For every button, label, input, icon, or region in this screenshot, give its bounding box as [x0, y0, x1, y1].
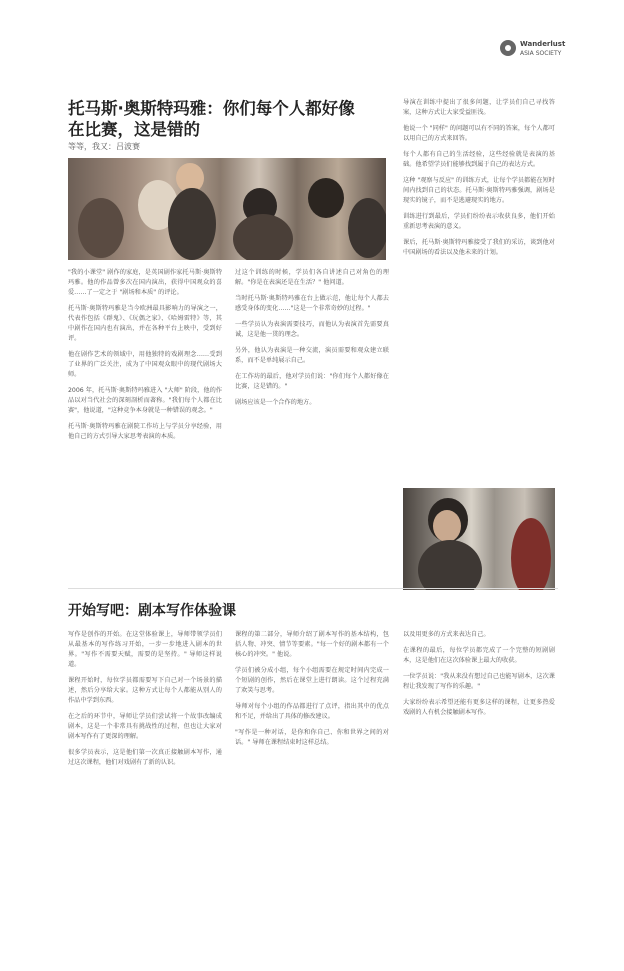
article-column-2 [235, 268, 389, 414]
paragraph: 写作是创作的开始。在这堂体验课上，导师带领学员们从最基本的写作练习开始，一步一步地进入剧本的世界。"写作不需要天赋，需要的是坚持。" 导师这样说道。 [68, 631, 222, 668]
section-column-2 [235, 630, 389, 754]
paragraph: 过这个训练的时候，学员们各自讲述自己对角色的理解。"你是在表演还是在生活？" 他问道。 [235, 269, 389, 286]
paragraph: 一些学员认为表演需要技巧，而他认为表演首先需要真诚，这是他一贯的理念。 [235, 321, 389, 338]
paragraph: 当时托马斯·奥斯特玛雅在台上做示范，他让每个人都去感受身体的变化……"这是一个非常奇妙的过程。" [235, 295, 389, 312]
article-column-3 [403, 98, 555, 264]
paragraph: 训练进行到最后，学员们纷纷表示收获良多，他们开始重新思考表演的意义。 [403, 213, 555, 230]
logo-line-1: Wanderlust [520, 40, 566, 48]
paragraph: 在之后的环节中，导师让学员们尝试将一个故事改编成剧本，这是一个非常具有挑战性的过程，但也让大家对剧本写作有了更深的理解。 [68, 713, 222, 740]
paragraph: "我的小课堂" 剧作的家庭，是英国剧作家托马斯·奥斯特玛雅。他的作品曾多次在国内演出，获得中国观众的喜爱……了一定之于 "剧场和本质" 的评论。 [68, 269, 222, 296]
paragraph: 课后，托马斯·奥斯特玛雅接受了我们的采访，谈到他对中国剧场的看法以及他未来的计划。 [403, 239, 555, 256]
paragraph: 他说一个 "同样" 的问题可以有不同的答案，每个人都可以用自己的方式来回答。 [403, 125, 555, 142]
publication-logo [500, 38, 592, 62]
paragraph: 一位学员说："我从来没有想过自己也能写剧本，这次课程让我发现了写作的乐趣。" [403, 673, 555, 690]
paragraph: 2006 年，托马斯·奥斯特玛雅进入 "大师" 阶段，他的作品以对当代社会的深刻剖析而著称。"我们每个人都在比赛"，他说道，"这种竞争本身就是一种错误的观念。" [68, 387, 222, 414]
paragraph: 托马斯·奥斯特玛雅在剧院工作坊上与学员分享经验，用他自己的方式引导大家思考表演的本质。 [68, 423, 222, 440]
paragraph: 大家纷纷表示希望还能有更多这样的课程，让更多热爱戏剧的人有机会接触剧本写作。 [403, 699, 555, 716]
paragraph: 课程开始时，每位学员都需要写下自己对一个场景的描述，然后分享给大家。这种方式让每个人都能从别人的作品中学到东西。 [68, 677, 222, 704]
logo-mark-icon [500, 40, 516, 56]
paragraph: 这种 "观察与反应" 的训练方式，让每个学员都能在短时间内找到自己的状态。托马斯·奥斯特玛雅强调，剧场是现实的镜子，而不是逃避现实的地方。 [403, 177, 555, 204]
director-photo [403, 488, 555, 590]
section-column-3 [403, 630, 555, 724]
paragraph: 课程的第二部分，导师介绍了剧本写作的基本结构，包括人物、冲突、情节等要素。"每一个好的剧本都有一个核心的冲突。" 他说。 [235, 631, 389, 658]
section-title: 开始写吧：剧本写作体验课 [68, 603, 236, 619]
logo-line-2: ASIA SOCIETY [520, 50, 562, 57]
paragraph: 他在剧作艺术的领域中，用他独特的戏剧理念……受到了业界的广泛关注，成为了中国观众眼中的现代剧场大师。 [68, 351, 222, 378]
paragraph: 导师对每个小组的作品都进行了点评，指出其中的优点和不足，并给出了具体的修改建议。 [235, 703, 389, 720]
section-column-1 [68, 630, 222, 774]
workshop-photo [68, 158, 386, 260]
paragraph: 以及用更多的方式来表达自己。 [403, 631, 490, 638]
paragraph: 很多学员表示，这是他们第一次真正接触剧本写作，通过这次课程，他们对戏剧有了新的认识。 [68, 749, 222, 766]
paragraph: 剧场应该是一个合作的地方。 [235, 399, 316, 406]
article-column-1 [68, 268, 222, 448]
paragraph: 学员们被分成小组，每个小组需要在规定时间内完成一个短剧的创作，然后在课堂上进行朗读。这个过程充满了欢笑与思考。 [235, 667, 389, 694]
article-title: 托马斯·奥斯特玛雅：你们每个人都好像在比赛，这是错的 [68, 99, 355, 139]
paragraph: "写作是一种对话，是你和你自己、你和世界之间的对话。" 导师在课程结束时这样总结。 [235, 729, 389, 746]
paragraph: 在工作坊的最后，他对学员们说："你们每个人都好像在比赛，这是错的。" [235, 373, 389, 390]
article-byline: 等等，我又：吕波赛 [68, 142, 140, 151]
paragraph: 另外，他认为表演是一种交流，演员需要和观众建立联系，而不是单纯展示自己。 [235, 347, 389, 364]
paragraph: 每个人都有自己的生活经验，这些经验就是表演的基础。他希望学员们能够找到属于自己的表达方式。 [403, 151, 555, 168]
paragraph: 导演在训练中提出了很多问题，让学员们自己寻找答案，这种方式让大家受益匪浅。 [403, 99, 555, 116]
paragraph: 托马斯·奥斯特玛雅是当今欧洲最具影响力的导演之一，代表作包括《群鬼》、《玩偶之家》、《哈姆雷特》等，其中剧作在国内也有演出，并在各种平台上映中，受到好评。 [68, 305, 222, 342]
section-divider [68, 588, 558, 589]
paragraph: 在课程的最后，每位学员都完成了一个完整的短剧剧本，这是他们在这次体验课上最大的收获。 [403, 647, 555, 664]
